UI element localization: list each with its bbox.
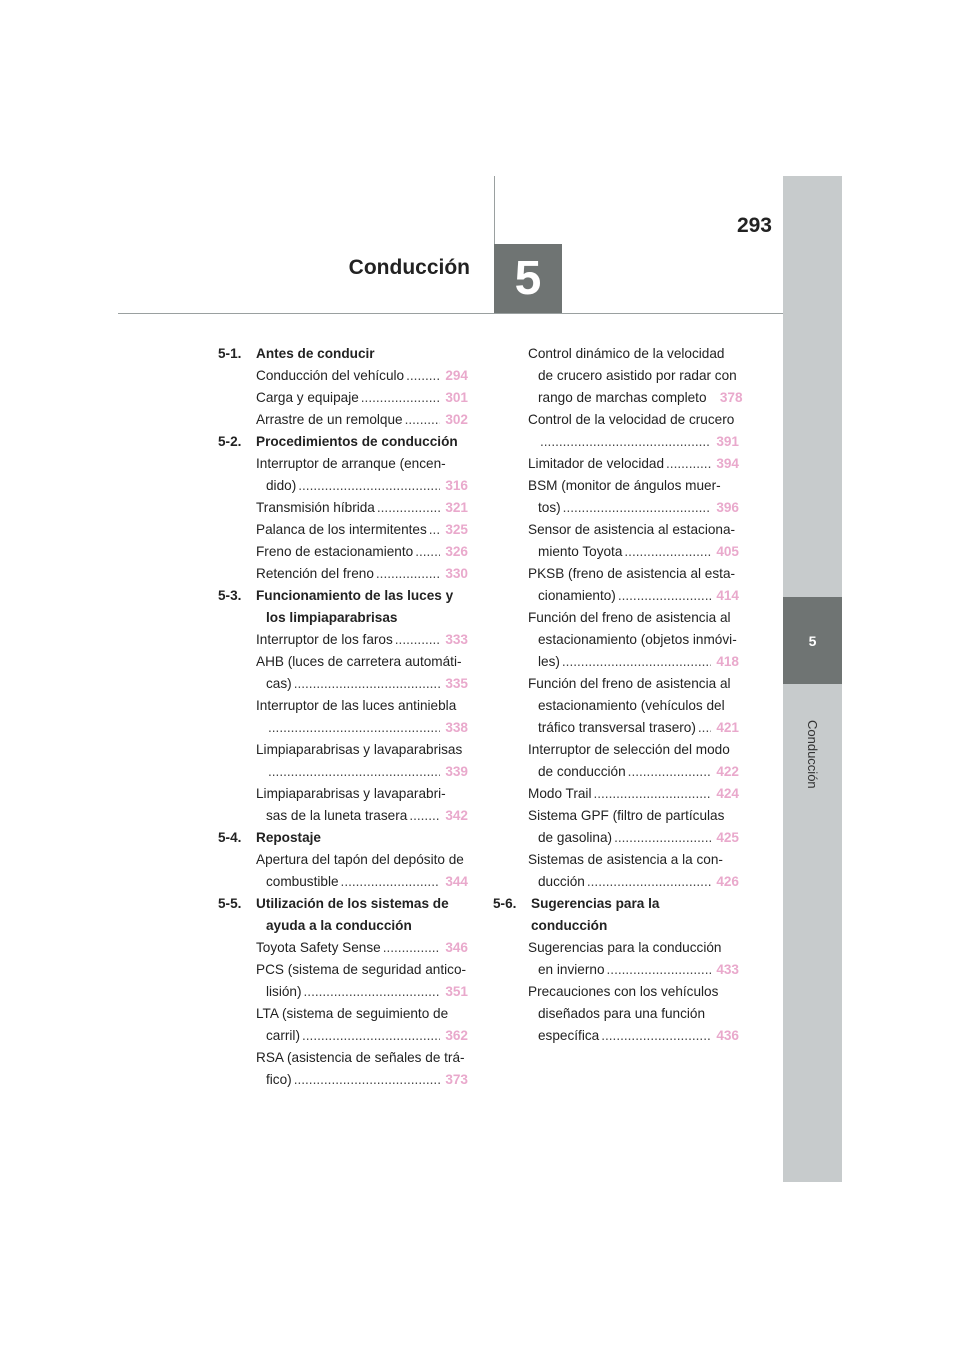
toc-page-link[interactable]: 294 bbox=[445, 368, 468, 383]
toc-leader-dots bbox=[294, 673, 440, 695]
toc-entry[interactable] bbox=[218, 695, 468, 739]
toc-leader-dots bbox=[361, 387, 440, 409]
toc-left-column bbox=[218, 343, 468, 1091]
toc-section-heading bbox=[218, 343, 468, 365]
toc-page-link[interactable]: 330 bbox=[445, 566, 468, 581]
header-horizontal-rule bbox=[118, 313, 783, 314]
toc-section-title: Procedimientos de conducción bbox=[256, 434, 458, 449]
toc-leader-dots bbox=[268, 761, 440, 783]
toc-page-link[interactable]: 414 bbox=[716, 588, 739, 603]
toc-entry-text: carril) bbox=[266, 1028, 300, 1043]
toc-entry-text: Modo Trail bbox=[528, 786, 592, 801]
toc-page-link[interactable]: 342 bbox=[445, 808, 468, 823]
side-tab-label: Conducción bbox=[805, 720, 820, 789]
chapter-number: 5 bbox=[494, 244, 562, 313]
toc-leader-dots bbox=[666, 453, 711, 475]
toc-leader-dots bbox=[624, 541, 711, 563]
toc-entry[interactable] bbox=[493, 343, 743, 409]
toc-entry-text: Control de la velocidad de crucero bbox=[528, 412, 735, 427]
toc-leader-dots bbox=[563, 497, 711, 519]
toc-page-link[interactable]: 422 bbox=[716, 764, 739, 779]
toc-entry[interactable] bbox=[218, 739, 468, 783]
toc-entry-text: de conducción bbox=[538, 764, 626, 779]
toc-leader-dots bbox=[601, 1025, 711, 1047]
toc-entry-text: Sistema GPF (filtro de partículas bbox=[528, 808, 725, 823]
toc-entry[interactable] bbox=[493, 409, 739, 453]
toc-page-link[interactable]: 338 bbox=[445, 720, 468, 735]
toc-page-link[interactable]: 424 bbox=[716, 786, 739, 801]
toc-leader-dots bbox=[409, 805, 440, 827]
toc-entry[interactable] bbox=[218, 1047, 468, 1091]
toc-entry-text: Control dinámico de la velocidad bbox=[528, 346, 725, 361]
toc-entry-text: Carga y equipaje bbox=[256, 390, 359, 405]
toc-entry-text: PKSB (freno de asistencia al esta- bbox=[528, 566, 736, 581]
toc-entry-text: les) bbox=[538, 654, 560, 669]
toc-entry[interactable] bbox=[493, 805, 739, 849]
toc-entry-text: Función del freno de asistencia al bbox=[528, 676, 731, 691]
toc-leader-dots bbox=[562, 651, 711, 673]
toc-leader-dots bbox=[698, 717, 711, 739]
toc-section-heading bbox=[218, 585, 468, 629]
toc-page-link[interactable]: 425 bbox=[716, 830, 739, 845]
toc-entry-text: tos) bbox=[538, 500, 561, 515]
toc-page-link[interactable]: 378 bbox=[719, 390, 743, 405]
toc-entry-text: sas de la luneta trasera bbox=[266, 808, 408, 823]
toc-entry[interactable] bbox=[493, 783, 739, 805]
toc-page-link[interactable]: 333 bbox=[445, 632, 468, 647]
toc-page-link[interactable]: 326 bbox=[445, 544, 468, 559]
toc-entry[interactable] bbox=[218, 409, 468, 431]
toc-entry-text: de crucero asistido por radar con bbox=[538, 368, 737, 383]
toc-entry[interactable] bbox=[493, 453, 739, 475]
toc-entry-text: cas) bbox=[266, 676, 292, 691]
toc-page-link[interactable]: 436 bbox=[716, 1028, 739, 1043]
toc-entry[interactable] bbox=[218, 519, 468, 541]
toc-entry[interactable] bbox=[493, 475, 739, 519]
toc-leader-dots bbox=[607, 959, 711, 981]
toc-page-link[interactable]: 321 bbox=[445, 500, 468, 515]
toc-entry[interactable] bbox=[493, 849, 739, 893]
toc-entry[interactable] bbox=[218, 959, 468, 1003]
toc-entry-text: Toyota Safety Sense bbox=[256, 940, 381, 955]
toc-entry-text: Sistemas de asistencia a la con- bbox=[528, 852, 723, 867]
toc-leader-dots bbox=[294, 1069, 440, 1091]
toc-entry[interactable] bbox=[493, 563, 739, 607]
toc-entry[interactable] bbox=[493, 981, 739, 1047]
toc-entry-text: AHB (luces de carretera automáti- bbox=[256, 654, 462, 669]
toc-entry[interactable] bbox=[218, 849, 468, 893]
toc-entry-text: Sugerencias para la conducción bbox=[528, 940, 722, 955]
toc-section-number: 5-6. bbox=[493, 896, 517, 911]
toc-leader-dots bbox=[628, 761, 711, 783]
toc-entry-text: Interruptor de selección del modo bbox=[528, 742, 730, 757]
toc-leader-dots bbox=[405, 409, 440, 431]
toc-entry-text: dido) bbox=[266, 478, 297, 493]
toc-entry[interactable] bbox=[493, 673, 739, 739]
toc-entry-text: de gasolina) bbox=[538, 830, 613, 845]
toc-page-link[interactable]: 433 bbox=[716, 962, 739, 977]
toc-leader-dots bbox=[376, 563, 440, 585]
toc-entry-text: específica bbox=[538, 1028, 600, 1043]
toc-entry[interactable] bbox=[218, 629, 468, 651]
toc-page-link[interactable]: 426 bbox=[716, 874, 739, 889]
toc-leader-dots bbox=[593, 783, 711, 805]
toc-entry-text: Interruptor de arranque (encen- bbox=[256, 456, 446, 471]
chapter-title: Conducción bbox=[348, 256, 470, 279]
toc-entry[interactable] bbox=[218, 783, 468, 827]
toc-entry-text: tráfico transversal trasero) bbox=[538, 720, 696, 735]
toc-page-link[interactable]: 316 bbox=[445, 478, 468, 493]
toc-entry-text: Transmisión híbrida bbox=[256, 500, 375, 515]
toc-entry[interactable] bbox=[218, 453, 468, 497]
toc-entry[interactable] bbox=[218, 541, 468, 563]
toc-entry-text: rango de marchas completo bbox=[538, 390, 707, 405]
toc-entry-text: Arrastre de un remolque bbox=[256, 412, 403, 427]
toc-page-link[interactable]: 421 bbox=[716, 720, 739, 735]
toc-page-link[interactable]: 302 bbox=[445, 412, 468, 427]
toc-section-number: 5-3. bbox=[218, 588, 242, 603]
toc-entry-text: estacionamiento (objetos inmóvi- bbox=[538, 632, 737, 647]
toc-entry-text: Limpiaparabrisas y lavaparabrisas bbox=[256, 742, 463, 757]
toc-entry-text: LTA (sistema de seguimiento de bbox=[256, 1006, 449, 1021]
toc-entry-text: Palanca de los intermitentes bbox=[256, 522, 427, 537]
toc-section-number: 5-5. bbox=[218, 896, 242, 911]
toc-entry-text: Retención del freno bbox=[256, 566, 374, 581]
toc-entry[interactable] bbox=[493, 607, 739, 673]
toc-entry-text: ducción bbox=[538, 874, 585, 889]
toc-leader-dots bbox=[383, 937, 440, 959]
toc-entry[interactable] bbox=[218, 497, 468, 519]
toc-leader-dots bbox=[587, 871, 711, 893]
toc-page-link[interactable]: 391 bbox=[716, 434, 739, 449]
toc-leader-dots bbox=[341, 871, 440, 893]
toc-entry-text: Interruptor de las luces antiniebla bbox=[256, 698, 457, 713]
toc-entry-text: combustible bbox=[266, 874, 339, 889]
toc-entry-text: diseñados para una función bbox=[538, 1006, 706, 1021]
toc-entry-text: estacionamiento (vehículos del bbox=[538, 698, 725, 713]
toc-section-heading bbox=[493, 893, 739, 937]
toc-page-link[interactable]: 301 bbox=[445, 390, 468, 405]
toc-leader-dots bbox=[618, 585, 711, 607]
toc-leader-dots bbox=[429, 519, 440, 541]
toc-page-link[interactable]: 362 bbox=[445, 1028, 468, 1043]
toc-entry-text: cionamiento) bbox=[538, 588, 616, 603]
toc-entry-text: Precauciones con los vehículos bbox=[528, 984, 719, 999]
toc-page-link[interactable]: 346 bbox=[445, 940, 468, 955]
toc-entry[interactable] bbox=[218, 1003, 468, 1047]
toc-section-number: 5-4. bbox=[218, 830, 242, 845]
toc-section-title: Antes de conducir bbox=[256, 346, 375, 361]
toc-entry-text: Función del freno de asistencia al bbox=[528, 610, 731, 625]
toc-leader-dots bbox=[614, 827, 711, 849]
toc-entry-text: lisión) bbox=[266, 984, 302, 999]
toc-section-heading bbox=[218, 827, 468, 849]
toc-page-link[interactable]: 351 bbox=[445, 984, 468, 999]
toc-entry[interactable] bbox=[218, 563, 468, 585]
toc-entry[interactable] bbox=[218, 651, 468, 695]
toc-section-title: Sugerencias para la conducción bbox=[531, 896, 660, 933]
toc-entry-text: Interruptor de los faros bbox=[256, 632, 393, 647]
toc-page-link[interactable]: 339 bbox=[445, 764, 468, 779]
toc-page-link[interactable]: 418 bbox=[716, 654, 739, 669]
toc-leader-dots bbox=[415, 541, 440, 563]
toc-page-link[interactable]: 396 bbox=[716, 500, 739, 515]
toc-page-link[interactable]: 405 bbox=[716, 544, 739, 559]
toc-entry-text: Sensor de asistencia al estaciona- bbox=[528, 522, 736, 537]
toc-section-title: Repostaje bbox=[256, 830, 321, 845]
toc-entry-text: Limpiaparabrisas y lavaparabri- bbox=[256, 786, 446, 801]
toc-entry-text: miento Toyota bbox=[538, 544, 623, 559]
toc-section-title: Funcionamiento de las luces y los limpiaparabrisas bbox=[256, 588, 454, 625]
toc-section-heading bbox=[218, 431, 468, 453]
toc-entry[interactable] bbox=[218, 937, 468, 959]
toc-entry-text: RSA (asistencia de señales de trá- bbox=[256, 1050, 465, 1065]
toc-leader-dots bbox=[298, 475, 440, 497]
toc-entry[interactable] bbox=[493, 739, 739, 783]
toc-section-heading bbox=[218, 893, 468, 937]
toc-entry-text: Limitador de velocidad bbox=[528, 456, 665, 471]
toc-section-title: Utilización de los sistemas de ayuda a la conducción bbox=[256, 896, 449, 933]
toc-entry[interactable] bbox=[218, 365, 468, 387]
toc-entry[interactable] bbox=[493, 937, 739, 981]
toc-leader-dots bbox=[302, 1025, 440, 1047]
toc-entry-text: PCS (sistema de seguridad antico- bbox=[256, 962, 467, 977]
toc-entry-text: Freno de estacionamiento bbox=[256, 544, 414, 559]
toc-entry-text: Conducción del vehículo bbox=[256, 368, 405, 383]
toc-entry-text: Apertura del tapón del depósito de bbox=[256, 852, 464, 867]
toc-leader-dots bbox=[395, 629, 440, 651]
toc-page-link[interactable]: 373 bbox=[445, 1072, 468, 1087]
page-number: 293 bbox=[736, 214, 772, 237]
toc-entry[interactable] bbox=[493, 519, 739, 563]
toc-entry[interactable] bbox=[218, 387, 468, 409]
toc-leader-dots bbox=[540, 431, 711, 453]
toc-page-link[interactable]: 344 bbox=[445, 874, 468, 889]
toc-page-link[interactable]: 394 bbox=[716, 456, 739, 471]
toc-leader-dots bbox=[377, 497, 440, 519]
toc-page-link[interactable]: 325 bbox=[445, 522, 468, 537]
toc-leader-dots bbox=[406, 365, 440, 387]
toc-entry-text: BSM (monitor de ángulos muer- bbox=[528, 478, 721, 493]
toc-leader-dots bbox=[268, 717, 440, 739]
toc-leader-dots bbox=[304, 981, 440, 1003]
toc-entry-text: fico) bbox=[266, 1072, 292, 1087]
header-vertical-rule bbox=[494, 176, 495, 244]
toc-section-number: 5-2. bbox=[218, 434, 242, 449]
toc-section-number: 5-1. bbox=[218, 346, 242, 361]
toc-right-column bbox=[493, 343, 743, 1047]
side-tab-number: 5 bbox=[783, 597, 842, 684]
toc-entry-text: en invierno bbox=[538, 962, 605, 977]
toc-page-link[interactable]: 335 bbox=[445, 676, 468, 691]
